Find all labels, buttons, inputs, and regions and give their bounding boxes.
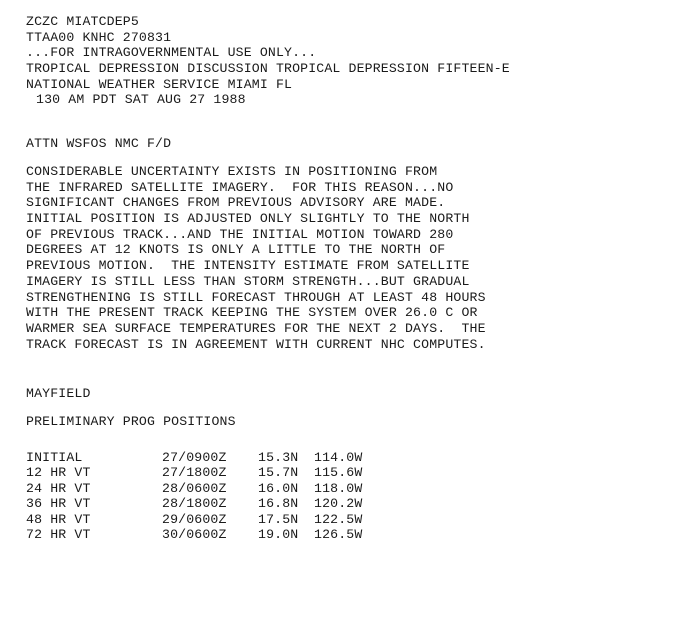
attn-block <box>26 136 171 152</box>
discussion-block <box>26 164 486 352</box>
attn-line: ATTN WSFOS NMC F/D <box>26 136 172 151</box>
position-time: 28/1800Z <box>162 496 227 512</box>
header-line: TTAA00 KNHC 270831 <box>26 29 172 45</box>
position-label: 12 HR VT <box>26 465 91 481</box>
position-time: 30/0600Z <box>162 526 227 542</box>
position-lon: 118.0W <box>314 480 363 496</box>
position-lat: 15.3N <box>258 450 299 465</box>
discussion-line: IMAGERY IS STILL LESS THAN STORM STRENGTH...BUT GRADUAL <box>26 273 470 289</box>
positions-title: PRELIMINARY PROG POSITIONS <box>26 414 236 429</box>
discussion-line: TRACK FORECAST IS IN AGREEMENT WITH CURRENT NHC COMPUTES. <box>26 336 486 352</box>
discussion-line: THE INFRARED SATELLITE IMAGERY. FOR THIS REASON...NO <box>26 179 454 195</box>
table-row <box>26 527 394 542</box>
discussion-line: WITH THE PRESENT TRACK KEEPING THE SYSTEM OVER 26.0 C OR <box>26 305 478 321</box>
table-row <box>26 496 394 511</box>
table-row <box>26 465 394 480</box>
discussion-line: STRENGTHENING IS STILL FORECAST THROUGH AT LEAST 48 HOURS <box>26 289 486 305</box>
position-time: 29/0600Z <box>162 511 227 527</box>
position-lat: 16.0N <box>258 480 299 496</box>
header-line: NATIONAL WEATHER SERVICE MIAMI FL <box>26 76 293 92</box>
discussion-line: INITIAL POSITION IS ADJUSTED ONLY SLIGHTLY TO THE NORTH <box>26 211 470 227</box>
position-lon: 122.5W <box>314 511 363 527</box>
forecaster-name: MAYFIELD <box>26 386 91 401</box>
discussion-line: SIGNIFICANT CHANGES FROM PREVIOUS ADVISORY ARE MADE. <box>26 195 446 211</box>
position-lat: 16.8N <box>258 496 299 512</box>
position-lon: 120.2W <box>314 496 363 512</box>
positions-title-block <box>26 414 236 430</box>
position-label: 72 HR VT <box>26 526 91 542</box>
position-label: INITIAL <box>26 450 83 465</box>
position-time: 27/1800Z <box>162 465 227 481</box>
position-time: 28/0600Z <box>162 480 227 496</box>
position-time: 27/0900Z <box>162 450 227 465</box>
discussion-line: OF PREVIOUS TRACK...AND THE INITIAL MOTION TOWARD 280 <box>26 226 454 242</box>
position-label: 24 HR VT <box>26 480 91 496</box>
position-lat: 15.7N <box>258 465 299 481</box>
header-line: TROPICAL DEPRESSION DISCUSSION TROPICAL DEPRESSION FIFTEEN-E <box>26 61 510 77</box>
discussion-line: WARMER SEA SURFACE TEMPERATURES FOR THE NEXT 2 DAYS. THE <box>26 320 486 336</box>
position-lon: 114.0W <box>314 450 363 465</box>
position-label: 36 HR VT <box>26 496 91 512</box>
discussion-line: CONSIDERABLE UNCERTAINTY EXISTS IN POSITIONING FROM <box>26 164 438 179</box>
header-line: ...FOR INTRAGOVERNMENTAL USE ONLY... <box>26 45 317 61</box>
discussion-line: DEGREES AT 12 KNOTS IS ONLY A LITTLE TO THE NORTH OF <box>26 242 446 258</box>
position-lat: 17.5N <box>258 511 299 527</box>
forecaster-block <box>26 386 91 402</box>
position-lon: 115.6W <box>314 465 363 481</box>
discussion-line: PREVIOUS MOTION. THE INTENSITY ESTIMATE FROM SATELLITE <box>26 258 470 274</box>
header-line: 130 AM PDT SAT AUG 27 1988 <box>36 92 246 108</box>
positions-table <box>26 450 394 542</box>
header-line: ZCZC MIATCDEP5 <box>26 14 139 29</box>
header-block <box>26 14 510 108</box>
table-row <box>26 481 394 496</box>
position-lat: 19.0N <box>258 526 299 542</box>
table-row <box>26 512 394 527</box>
position-lon: 126.5W <box>314 526 363 542</box>
table-row <box>26 450 394 465</box>
position-label: 48 HR VT <box>26 511 91 527</box>
